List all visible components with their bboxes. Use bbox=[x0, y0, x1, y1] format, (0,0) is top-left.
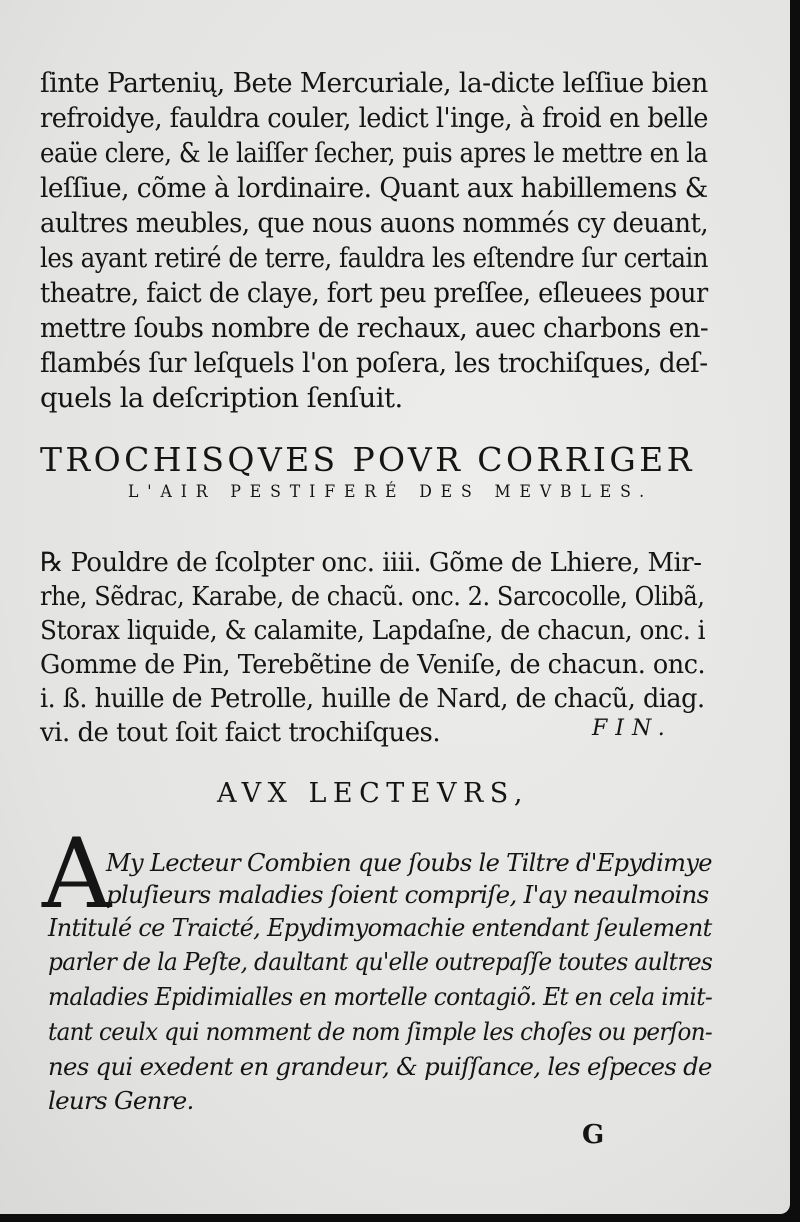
recipe-line: ℞ Pouldre de ſcolpter onc. iiii. Gõme de Lhiere, Mir- bbox=[40, 547, 702, 578]
recipe-line: i. ß. huille de Petrolle, huille de Nard, de chacũ, diag. bbox=[40, 683, 705, 714]
prose-line: refroidye, fauldra couler, ledict l'inge, à froid en belle bbox=[40, 102, 708, 134]
letter-line: leurs Genre. bbox=[48, 1086, 194, 1115]
prose-line: theatre, faict de claye, fort peu preſſee, eſleuees pour bbox=[40, 277, 708, 309]
prose-line: eaüe clere, & le laiſſer ſecher, puis apres le mettre en la bbox=[40, 137, 708, 169]
prose-line: aultres meubles, que nous auons nommés cy deuant, bbox=[40, 207, 709, 239]
prose-line: ſinte Partenių, Bete Mercuriale, la-dicte leſſiue bien bbox=[40, 67, 708, 99]
prose-line: quels la deſcription ſenſuit. bbox=[40, 382, 403, 414]
signature-mark: G bbox=[582, 1120, 605, 1150]
prose-line: les ayant retiré de terre, fauldra les eſtendre ſur certain bbox=[40, 242, 709, 274]
prose-line: leſſiue, cõme à lordinaire. Quant aux habillemens & bbox=[40, 172, 708, 204]
fin-mark: FIN. bbox=[592, 716, 673, 741]
letter-line: Intitulé ce Traicté, Epydimyomachie entendant ſeulement bbox=[48, 913, 712, 942]
recipe-line: Storax liquide, & calamite, Lapdaſne, de chacun, onc. i bbox=[40, 615, 706, 646]
drop-cap: A bbox=[42, 818, 112, 930]
letter-line: nes qui exedent en grandeur, & puiſſance, les eſpeces de bbox=[48, 1052, 712, 1081]
recipe-title: TROCHISQVES POVR CORRIGER bbox=[40, 440, 695, 479]
section-title: AVX LECTEVRS, bbox=[217, 778, 529, 809]
recipe-line: Gomme de Pin, Terebẽtine de Veniſe, de chacun. onc. bbox=[40, 649, 706, 680]
letter-line: My Lecteur Combien que ſoubs le Tiltre d'Epydimye bbox=[106, 848, 712, 877]
letter-line: parler de la Peſte, daultant qu'elle outrepaſſe toutes aultres bbox=[48, 947, 713, 976]
recipe-subtitle: L'AIR PESTIFERÉ DES MEVBLES. bbox=[128, 482, 654, 501]
prose-line: flambés ſur leſquels l'on poſera, les trochiſques, deſ- bbox=[40, 347, 708, 379]
recipe-line: vi. de tout ſoit faict trochiſques. bbox=[40, 717, 441, 748]
letter-line: pluſieurs maladies ſoient compriſe, I'ay neaulmoins bbox=[106, 880, 709, 909]
recipe-line: rhe, Sẽdrac, Karabe, de chacũ. onc. 2. Sarcocolle, Olibã, bbox=[40, 581, 705, 612]
prose-line: mettre ſoubs nombre de rechaux, auec charbons en- bbox=[40, 312, 709, 344]
letter-line: tant ceulx qui nomment de nom ſimple les choſes ou perſon- bbox=[48, 1017, 712, 1046]
letter-line: maladies Epidimialles en mortelle contagiõ. Et en cela imit- bbox=[48, 982, 713, 1011]
